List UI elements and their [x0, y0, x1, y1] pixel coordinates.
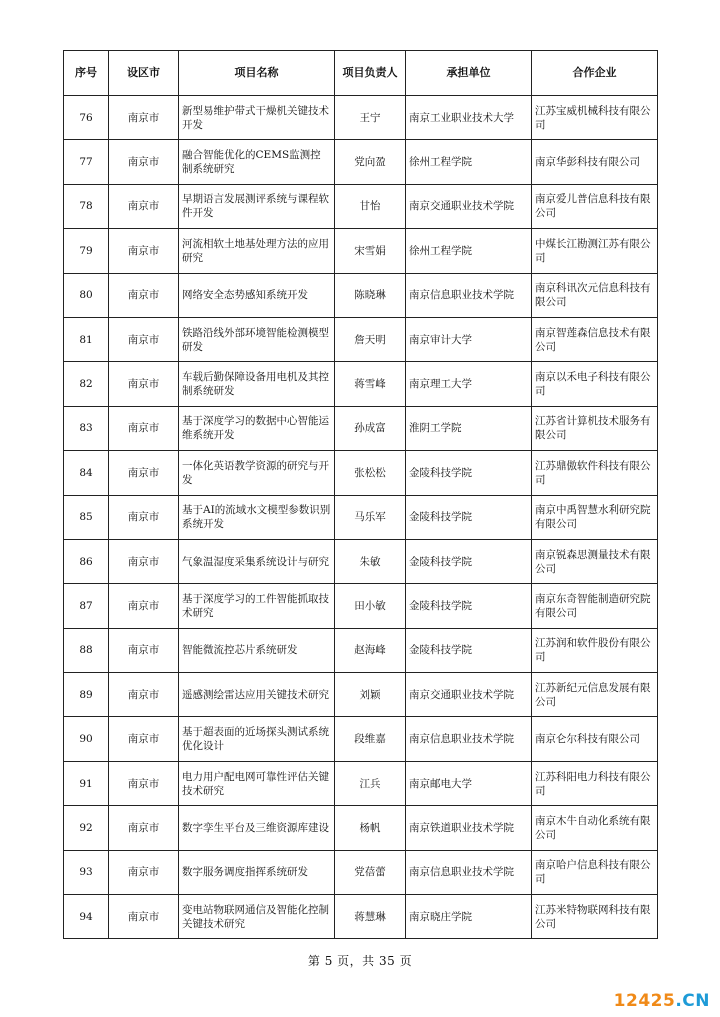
header-leader: 项目负责人: [335, 51, 406, 96]
cell-partner: 江苏米特物联网科技有限公司: [532, 895, 658, 939]
table-row: [64, 717, 658, 761]
table-row: [64, 895, 658, 939]
cell-leader: 刘颖: [335, 673, 406, 717]
cell-project-name: 一体化英语教学资源的研究与开发: [179, 451, 335, 495]
table-row: [64, 96, 658, 140]
cell-city: 南京市: [109, 761, 179, 805]
table-header-row: [64, 51, 658, 96]
cell-project-name: 基于AI的流域水文模型参数识别系统开发: [179, 495, 335, 539]
cell-project-name: 融合智能优化的CEMS监测控制系统研究: [179, 140, 335, 184]
cell-city: 南京市: [109, 317, 179, 361]
cell-institution: 金陵科技学院: [406, 539, 532, 583]
cell-project-name: 河流相软土地基处理方法的应用研究: [179, 229, 335, 273]
cell-project-name: 铁路沿线外部环境智能检测模型研发: [179, 317, 335, 361]
cell-index: 90: [64, 717, 109, 761]
cell-partner: 南京东奇智能制造研究院有限公司: [532, 584, 658, 628]
table-row: [64, 317, 658, 361]
cell-index: 91: [64, 761, 109, 805]
cell-project-name: 变电站物联网通信及智能化控制关键技术研究: [179, 895, 335, 939]
cell-leader: 蒋慧琳: [335, 895, 406, 939]
cell-leader: 段维嘉: [335, 717, 406, 761]
cell-project-name: 遥感测绘雷达应用关键技术研究: [179, 673, 335, 717]
cell-project-name: 数字服务调度指挥系统研发: [179, 850, 335, 894]
cell-index: 83: [64, 406, 109, 450]
header-index: 序号: [64, 51, 109, 96]
cell-partner: 南京木牛自动化系统有限公司: [532, 806, 658, 850]
cell-partner: 南京以禾电子科技有限公司: [532, 362, 658, 406]
cell-partner: 南京爱儿普信息科技有限公司: [532, 184, 658, 228]
table-row: [64, 273, 658, 317]
cell-partner: 中煤长江勘测江苏有限公司: [532, 229, 658, 273]
cell-institution: 南京交通职业技术学院: [406, 184, 532, 228]
header-partner: 合作企业: [532, 51, 658, 96]
cell-city: 南京市: [109, 451, 179, 495]
cell-institution: 南京信息职业技术学院: [406, 273, 532, 317]
cell-leader: 王宁: [335, 96, 406, 140]
cell-leader: 党向盈: [335, 140, 406, 184]
cell-project-name: 基于超表面的近场探头测试系统优化设计: [179, 717, 335, 761]
cell-partner: 江苏鼎傲软件科技有限公司: [532, 451, 658, 495]
cell-index: 76: [64, 96, 109, 140]
cell-index: 94: [64, 895, 109, 939]
cell-leader: 陈晓琳: [335, 273, 406, 317]
cell-leader: 赵海峰: [335, 628, 406, 672]
table-row: [64, 495, 658, 539]
cell-city: 南京市: [109, 628, 179, 672]
cell-leader: 田小敏: [335, 584, 406, 628]
cell-city: 南京市: [109, 273, 179, 317]
cell-index: 82: [64, 362, 109, 406]
cell-institution: 南京工业职业技术大学: [406, 96, 532, 140]
cell-leader: 甘怡: [335, 184, 406, 228]
cell-index: 78: [64, 184, 109, 228]
cell-partner: 南京中禹智慧水利研究院有限公司: [532, 495, 658, 539]
cell-institution: 南京信息职业技术学院: [406, 717, 532, 761]
cell-institution: 金陵科技学院: [406, 495, 532, 539]
table-row: [64, 806, 658, 850]
cell-index: 81: [64, 317, 109, 361]
project-table: [63, 50, 658, 939]
table-row: [64, 584, 658, 628]
cell-index: 93: [64, 850, 109, 894]
watermark-logo: [614, 991, 710, 1011]
table-row: [64, 229, 658, 273]
cell-leader: 宋雪娟: [335, 229, 406, 273]
cell-index: 84: [64, 451, 109, 495]
cell-leader: 杨帆: [335, 806, 406, 850]
header-city: 设区市: [109, 51, 179, 96]
cell-project-name: 网络安全态势感知系统开发: [179, 273, 335, 317]
cell-city: 南京市: [109, 96, 179, 140]
cell-project-name: 智能微流控芯片系统研发: [179, 628, 335, 672]
header-project-name: 项目名称: [179, 51, 335, 96]
cell-institution: 南京铁道职业技术学院: [406, 806, 532, 850]
cell-city: 南京市: [109, 539, 179, 583]
cell-index: 88: [64, 628, 109, 672]
cell-index: 92: [64, 806, 109, 850]
cell-institution: 金陵科技学院: [406, 628, 532, 672]
cell-institution: 南京理工大学: [406, 362, 532, 406]
cell-leader: 张松松: [335, 451, 406, 495]
cell-institution: 南京晓庄学院: [406, 895, 532, 939]
table-row: [64, 761, 658, 805]
cell-leader: 孙成富: [335, 406, 406, 450]
watermark-suffix: .CN: [675, 991, 710, 1011]
cell-institution: 南京交通职业技术学院: [406, 673, 532, 717]
cell-project-name: 早期语言发展测评系统与课程软件开发: [179, 184, 335, 228]
cell-city: 南京市: [109, 806, 179, 850]
table-row: [64, 140, 658, 184]
cell-project-name: 基于深度学习的工件智能抓取技术研究: [179, 584, 335, 628]
cell-leader: 党蓓蕾: [335, 850, 406, 894]
cell-partner: 南京科讯次元信息科技有限公司: [532, 273, 658, 317]
page-footer: 第 5 页，共 35 页: [307, 954, 413, 968]
cell-partner: 南京华彭科技有限公司: [532, 140, 658, 184]
cell-partner: 南京哈户信息科技有限公司: [532, 850, 658, 894]
cell-partner: 江苏新纪元信息发展有限公司: [532, 673, 658, 717]
cell-index: 85: [64, 495, 109, 539]
cell-partner: 江苏宝威机械科技有限公司: [532, 96, 658, 140]
cell-leader: 朱敏: [335, 539, 406, 583]
cell-leader: 江兵: [335, 761, 406, 805]
header-institution: 承担单位: [406, 51, 532, 96]
cell-institution: 徐州工程学院: [406, 229, 532, 273]
table-row: [64, 362, 658, 406]
cell-leader: 詹天明: [335, 317, 406, 361]
cell-institution: 淮阴工学院: [406, 406, 532, 450]
cell-city: 南京市: [109, 717, 179, 761]
cell-partner: 江苏润和软件股份有限公司: [532, 628, 658, 672]
cell-institution: 南京审计大学: [406, 317, 532, 361]
cell-index: 79: [64, 229, 109, 273]
cell-index: 87: [64, 584, 109, 628]
cell-city: 南京市: [109, 895, 179, 939]
cell-city: 南京市: [109, 673, 179, 717]
cell-partner: 南京锐森思测量技术有限公司: [532, 539, 658, 583]
cell-city: 南京市: [109, 140, 179, 184]
cell-city: 南京市: [109, 406, 179, 450]
cell-city: 南京市: [109, 229, 179, 273]
cell-partner: 南京智莲森信息技术有限公司: [532, 317, 658, 361]
table-row: [64, 406, 658, 450]
cell-project-name: 电力用户配电网可靠性评估关键技术研究: [179, 761, 335, 805]
table-row: [64, 451, 658, 495]
table-row: [64, 539, 658, 583]
cell-project-name: 数字孪生平台及三维资源库建设: [179, 806, 335, 850]
cell-institution: 金陵科技学院: [406, 584, 532, 628]
cell-index: 80: [64, 273, 109, 317]
table-row: [64, 673, 658, 717]
cell-city: 南京市: [109, 495, 179, 539]
cell-institution: 徐州工程学院: [406, 140, 532, 184]
cell-city: 南京市: [109, 850, 179, 894]
cell-project-name: 气象温湿度采集系统设计与研究: [179, 539, 335, 583]
cell-city: 南京市: [109, 584, 179, 628]
cell-project-name: 新型易维护带式干燥机关键技术开发: [179, 96, 335, 140]
cell-index: 86: [64, 539, 109, 583]
cell-city: 南京市: [109, 362, 179, 406]
cell-institution: 南京信息职业技术学院: [406, 850, 532, 894]
cell-partner: 江苏省计算机技术服务有限公司: [532, 406, 658, 450]
cell-institution: 金陵科技学院: [406, 451, 532, 495]
table-row: [64, 184, 658, 228]
table-row: [64, 628, 658, 672]
cell-leader: 蒋雪峰: [335, 362, 406, 406]
cell-index: 77: [64, 140, 109, 184]
cell-project-name: 车载后勤保障设备用电机及其控制系统研发: [179, 362, 335, 406]
cell-index: 89: [64, 673, 109, 717]
cell-city: 南京市: [109, 184, 179, 228]
watermark-number: 12425: [613, 991, 676, 1011]
cell-partner: 江苏科阳电力科技有限公司: [532, 761, 658, 805]
cell-leader: 马乐军: [335, 495, 406, 539]
cell-institution: 南京邮电大学: [406, 761, 532, 805]
cell-partner: 南京仑尔科技有限公司: [532, 717, 658, 761]
cell-project-name: 基于深度学习的数据中心智能运维系统开发: [179, 406, 335, 450]
table-row: [64, 850, 658, 894]
